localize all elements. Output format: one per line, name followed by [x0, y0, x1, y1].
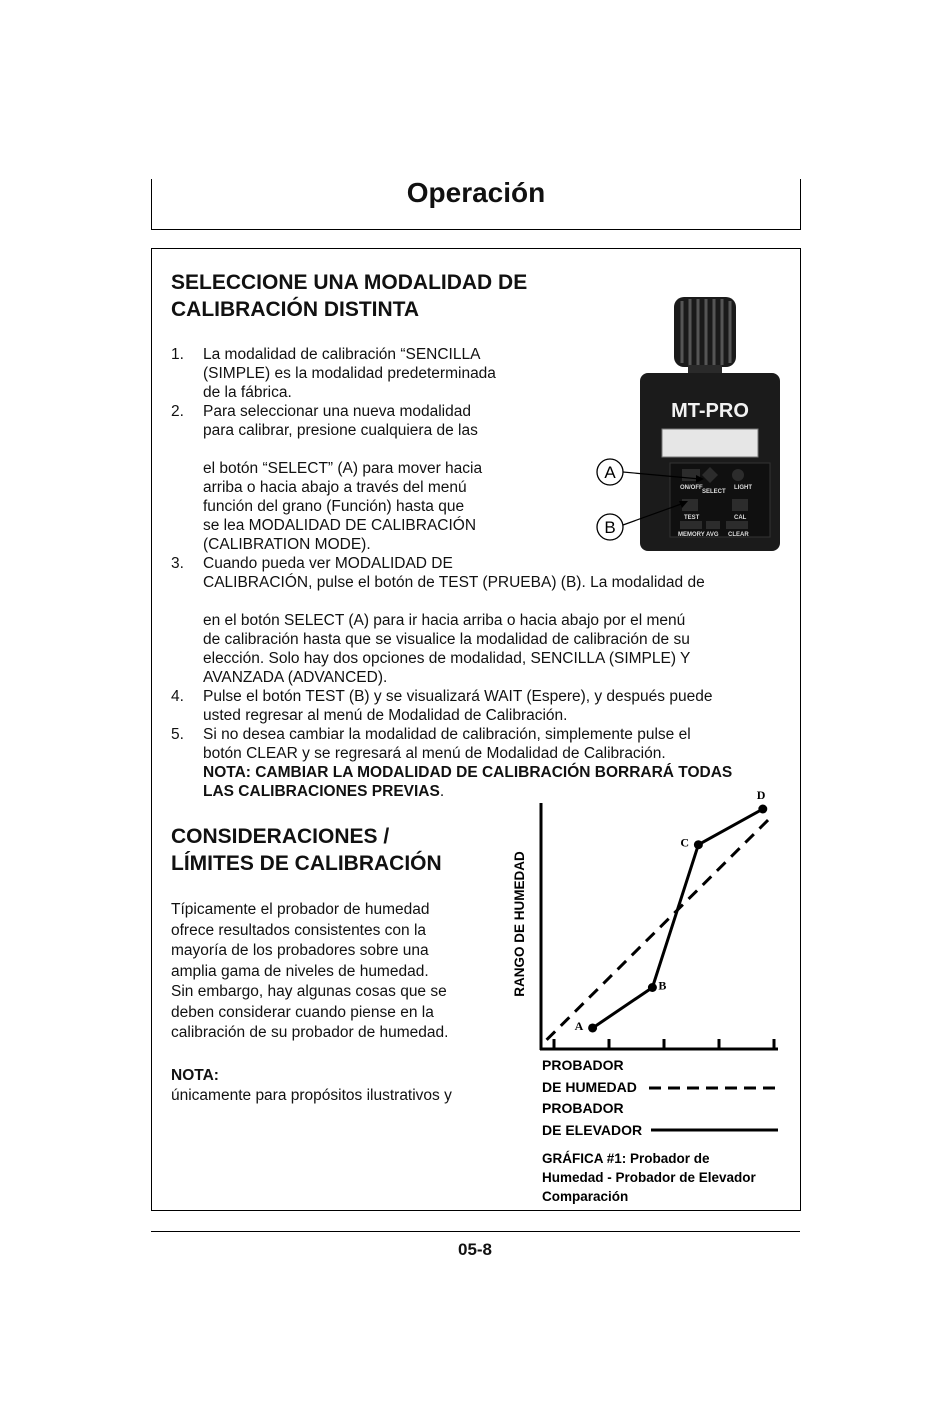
page-number: 05-8	[457, 1240, 493, 1259]
list-line: arriba o hacia abajo a través del menú	[203, 479, 467, 496]
paragraph-line: calibración de su probador de humedad.	[171, 1024, 449, 1041]
device-brand: MT-PRO	[671, 400, 749, 422]
list-line: usted regresar al menú de Modalidad de Calibración.	[203, 707, 568, 724]
chart-point-label-a: A	[574, 1018, 584, 1033]
moisture-tester-device	[592, 289, 782, 559]
header-box	[151, 179, 801, 230]
note-label: NOTA:	[171, 1067, 219, 1084]
list-line: se lea MODALIDAD DE CALIBRACIÓN	[203, 517, 477, 534]
device-onoff-label: ON/OFF	[680, 485, 703, 491]
paragraph-line: mayoría de los probadores sobre una	[171, 942, 429, 959]
comparison-chart	[502, 779, 792, 1209]
list-line: Pulse el botón TEST (B) y se visualizará WAIT (Espere), y después puede	[203, 688, 713, 705]
paragraph-line: deben considerar cuando piense en la	[171, 1003, 434, 1021]
warning-note-line2: LAS CALIBRACIONES PREVIAS	[203, 783, 440, 800]
device-memory-label: MEMORY	[678, 532, 705, 538]
chart-point-A	[588, 1023, 597, 1032]
legend-moisture-line2: DE HUMEDAD	[542, 1079, 637, 1095]
chart-point-label-b: B	[658, 978, 667, 993]
device-light-label: LIGHT	[734, 485, 752, 491]
chart-series-moisture-tester	[547, 816, 772, 1040]
list-line: (CALIBRATION MODE).	[203, 536, 371, 553]
section2-title-line2: LÍMITES DE CALIBRACIÓN	[171, 852, 442, 875]
section1-title	[171, 269, 527, 323]
chart-y-axis-label: RANGO DE HUMEDAD	[512, 851, 527, 997]
list-line: de la fábrica.	[203, 384, 292, 401]
section1-title-line2: CALIBRACIÓN DISTINTA	[171, 298, 420, 321]
list-line: Cuando pueda ver MODALIDAD DE	[203, 555, 453, 572]
list-line: elección. Solo hay dos opciones de modalidad, SENCILLA (SIMPLE) Y	[203, 650, 691, 667]
chart-series-elevator-tester	[593, 809, 763, 1028]
paragraph-line: amplia gama de niveles de humedad.	[171, 962, 429, 980]
legend-elevator-line2: DE ELEVADOR	[542, 1122, 643, 1138]
list-line: para calibrar, presione cualquiera de las	[203, 422, 478, 439]
list-item-number: 5.	[171, 726, 184, 743]
chart-caption-line2: Humedad - Probador de Elevador	[542, 1170, 756, 1185]
device-select-label: SELECT	[702, 489, 726, 495]
section2-title	[171, 823, 442, 877]
legend-moisture-line1: PROBADOR	[542, 1057, 624, 1073]
paragraph-line: Sin embargo, hay algunas cosas que se	[171, 983, 447, 1000]
chart-point-label-c: C	[680, 835, 690, 850]
list-line: de calibración hasta que se visualice la modalidad de calibración de su	[203, 631, 690, 648]
list-item-number: 3.	[171, 555, 184, 572]
legend-elevator-line1: PROBADOR	[542, 1100, 624, 1116]
footer-rule	[151, 1231, 800, 1232]
list-line: en el botón SELECT (A) para ir hacia arriba o hacia abajo por el menú	[203, 612, 686, 629]
list-line: Para seleccionar una nueva modalidad	[203, 403, 471, 420]
warning-note-line1: NOTA: CAMBIAR LA MODALIDAD DE CALIBRACIÓN BORRARÁ TODAS	[203, 764, 733, 781]
list-line: botón CLEAR y se regresará al menú de Modalidad de Calibración.	[203, 745, 666, 762]
chart-point-B	[648, 983, 657, 992]
list-item	[171, 554, 781, 687]
caption-bold-label: GRÁFICA #1	[542, 1151, 622, 1166]
list-item-number: 2.	[171, 403, 184, 420]
considerations-paragraph	[171, 900, 501, 1044]
warning-note-end: .	[439, 783, 445, 800]
paragraph-line: ofrece resultados consistentes con la	[171, 921, 427, 939]
chart-point-label-d: D	[756, 788, 766, 802]
caption-text: : Probador de	[621, 1151, 710, 1166]
knob-ridges	[682, 299, 730, 365]
list-line: Si no desea cambiar la modalidad de calibración, simplemente pulse el	[203, 726, 691, 743]
list-item	[171, 687, 781, 725]
chart-caption-line1	[542, 1151, 710, 1166]
section2-title-line1: CONSIDERACIONES /	[171, 825, 390, 848]
chart-caption-line3: Comparación	[542, 1189, 629, 1204]
list-line: La modalidad de calibración “SENCILLA	[203, 346, 481, 363]
page-title: Operación	[406, 177, 546, 208]
chart-point-C	[694, 840, 703, 849]
note-text: únicamente para propósitos ilustrativos y	[171, 1087, 452, 1104]
list-item-number: 4.	[171, 688, 184, 705]
list-line: (SIMPLE) es la modalidad predeterminada	[203, 365, 496, 382]
paragraph-line: Típicamente el probador de humedad	[171, 901, 430, 918]
device-clear-label: CLEAR	[728, 532, 749, 538]
content-box	[151, 248, 801, 1211]
device-display	[662, 429, 758, 457]
callout-a-label: A	[604, 463, 616, 482]
list-item-number: 1.	[171, 346, 184, 363]
list-line: el botón “SELECT” (A) para mover hacia	[203, 460, 483, 477]
device-test-label: TEST	[684, 515, 700, 521]
chart-point-D	[758, 805, 767, 814]
list-line: AVANZADA (ADVANCED).	[203, 669, 388, 686]
list-line: CALIBRACIÓN, pulse el botón de TEST (PRUEBA) (B). La modalidad de	[203, 574, 705, 591]
device-avg-label: AVG	[706, 532, 719, 538]
callout-b-label: B	[604, 518, 616, 537]
device-cal-label: CAL	[734, 515, 747, 521]
list-line: función del grano (Función) hasta que	[203, 498, 465, 515]
section1-title-line1: SELECCIONE UNA MODALIDAD DE	[171, 271, 528, 294]
